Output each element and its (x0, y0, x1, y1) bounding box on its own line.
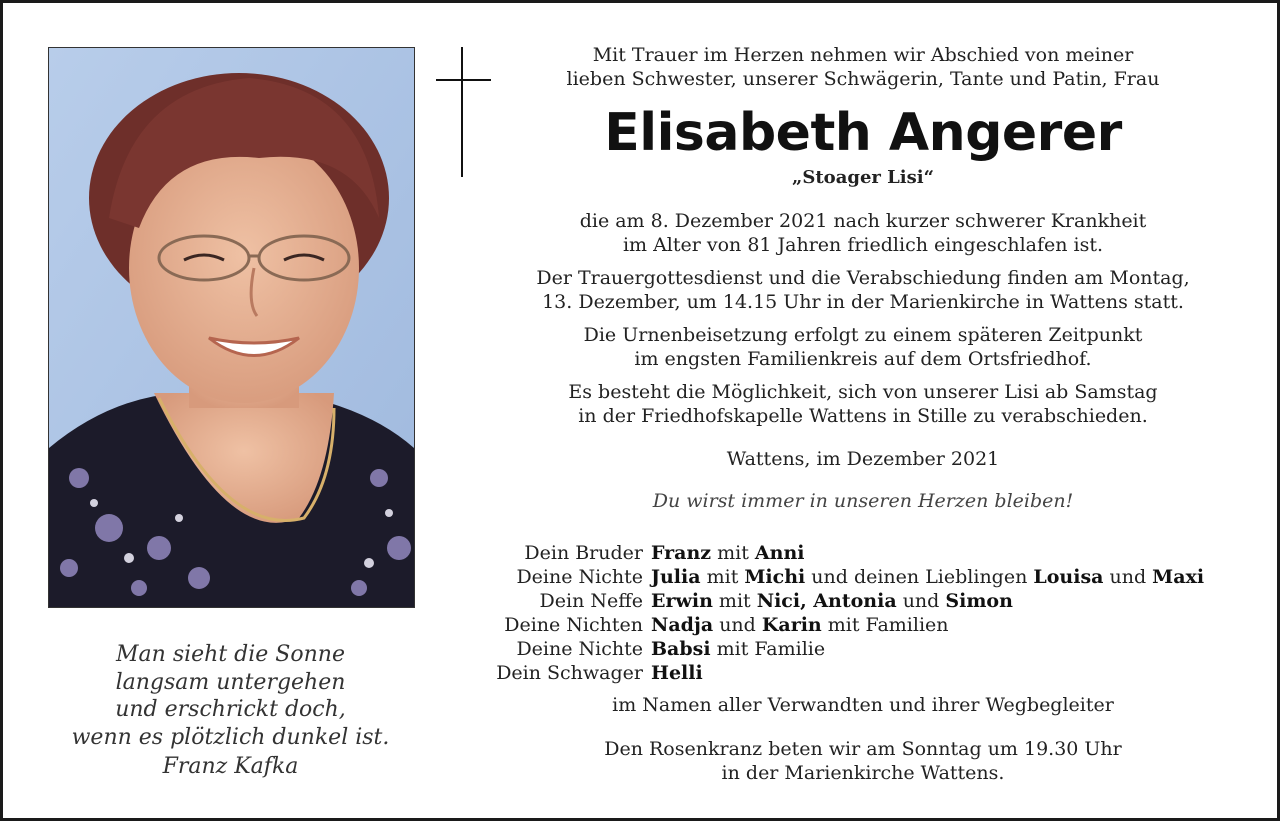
relative-name: Nadja (651, 614, 714, 636)
relative-connector: und deinen Lieblingen (805, 566, 1034, 588)
rosary-line: in der Marienkirche Wattens. (721, 762, 1005, 784)
relative-names (651, 565, 1204, 589)
relative-name: Franz (651, 542, 712, 564)
portrait-photo (48, 47, 415, 608)
place-date: Wattens, im Dezember 2021 (726, 448, 1000, 470)
quote-line: Man sieht die Sonne (116, 642, 345, 667)
relatives-list (483, 541, 1243, 685)
relative-name: Nici, Antonia (756, 590, 897, 612)
closing-text (473, 693, 1253, 785)
relative-connector: mit (712, 590, 757, 612)
intro-line: lieben Schwester, unserer Schwägerin, Tante und Patin, Frau (566, 68, 1160, 90)
relative-name: Karin (761, 614, 822, 636)
quote-author: Franz Kafka (162, 754, 299, 779)
text-line: 13. Dezember, um 14.15 Uhr in der Marienkirche in Wattens statt. (542, 291, 1184, 313)
relative-connector: mit Familien (821, 614, 949, 636)
text-line: Es besteht die Möglichkeit, sich von unserer Lisi ab Samstag (568, 381, 1158, 403)
relative-name: Simon (945, 590, 1013, 612)
text-line: Die Urnenbeisetzung erfolgt zu einem späteren Zeitpunkt (583, 324, 1143, 346)
relative-connector: und (1103, 566, 1153, 588)
relative-names (651, 541, 805, 565)
relative-row (483, 661, 1243, 685)
relative-name: Erwin (651, 590, 713, 612)
relative-name: Maxi (1152, 566, 1205, 588)
text-line: im engsten Familienkreis auf dem Ortsfriedhof. (634, 348, 1092, 370)
relative-label: Dein Bruder (524, 542, 643, 564)
relative-row (483, 613, 1243, 637)
motto: Du wirst immer in unseren Herzen bleiben! (652, 490, 1074, 512)
relative-name: Julia (651, 566, 701, 588)
relative-row (483, 589, 1243, 613)
quote-line: langsam untergehen (115, 669, 346, 695)
relative-label: Dein Schwager (496, 662, 643, 684)
relative-name: Anni (754, 542, 805, 564)
quote-line: wenn es plötzlich dunkel ist. (71, 724, 390, 750)
relative-name: Babsi (651, 638, 711, 660)
behalf-line: im Namen aller Verwandten und ihrer Wegbegleiter (612, 694, 1114, 716)
text-line: Der Trauergottesdienst und die Verabschiedung finden am Montag, (536, 267, 1190, 289)
kafka-quote (43, 641, 418, 781)
text-line: im Alter von 81 Jahren friedlich eingeschlafen ist. (622, 234, 1104, 256)
rosary-line: Den Rosenkranz beten wir am Sonntag um 19.30 Uhr (604, 738, 1122, 760)
relative-names (651, 613, 949, 637)
farewell-paragraph (473, 380, 1253, 428)
relative-label: Deine Nichten (504, 614, 643, 636)
intro-line: Mit Trauer im Herzen nehmen wir Abschied von meiner (592, 44, 1134, 66)
relative-connector: mit (700, 566, 745, 588)
relative-label: Dein Neffe (539, 590, 643, 612)
deceased-nickname: „Stoager Lisi“ (792, 167, 934, 188)
relative-names (651, 589, 1013, 613)
service-paragraph (473, 266, 1253, 314)
relative-label: Deine Nichte (516, 566, 643, 588)
relative-connector: mit Familie (710, 638, 826, 660)
relative-label: Deine Nichte (516, 638, 643, 660)
urn-paragraph (473, 323, 1253, 371)
relative-name: Helli (651, 662, 703, 684)
relative-row (483, 637, 1243, 661)
relative-name: Louisa (1033, 566, 1104, 588)
relative-connector: mit (711, 542, 755, 564)
text-line: die am 8. Dezember 2021 nach kurzer schwerer Krankheit (579, 210, 1147, 232)
deceased-name: Elisabeth Angerer (604, 103, 1122, 163)
relative-row (483, 565, 1243, 589)
relative-connector: und (713, 614, 762, 636)
relative-names (651, 637, 825, 661)
quote-line: und erschrickt doch, (115, 697, 346, 722)
text-line: in der Friedhofskapelle Wattens in Stille zu verabschieden. (578, 405, 1148, 427)
relative-connector: und (896, 590, 946, 612)
relative-name: Michi (744, 566, 806, 588)
death-paragraph (473, 209, 1253, 257)
relative-row (483, 541, 1243, 565)
cross-icon (461, 47, 463, 177)
relative-names (651, 661, 703, 685)
obituary-text (473, 43, 1253, 513)
